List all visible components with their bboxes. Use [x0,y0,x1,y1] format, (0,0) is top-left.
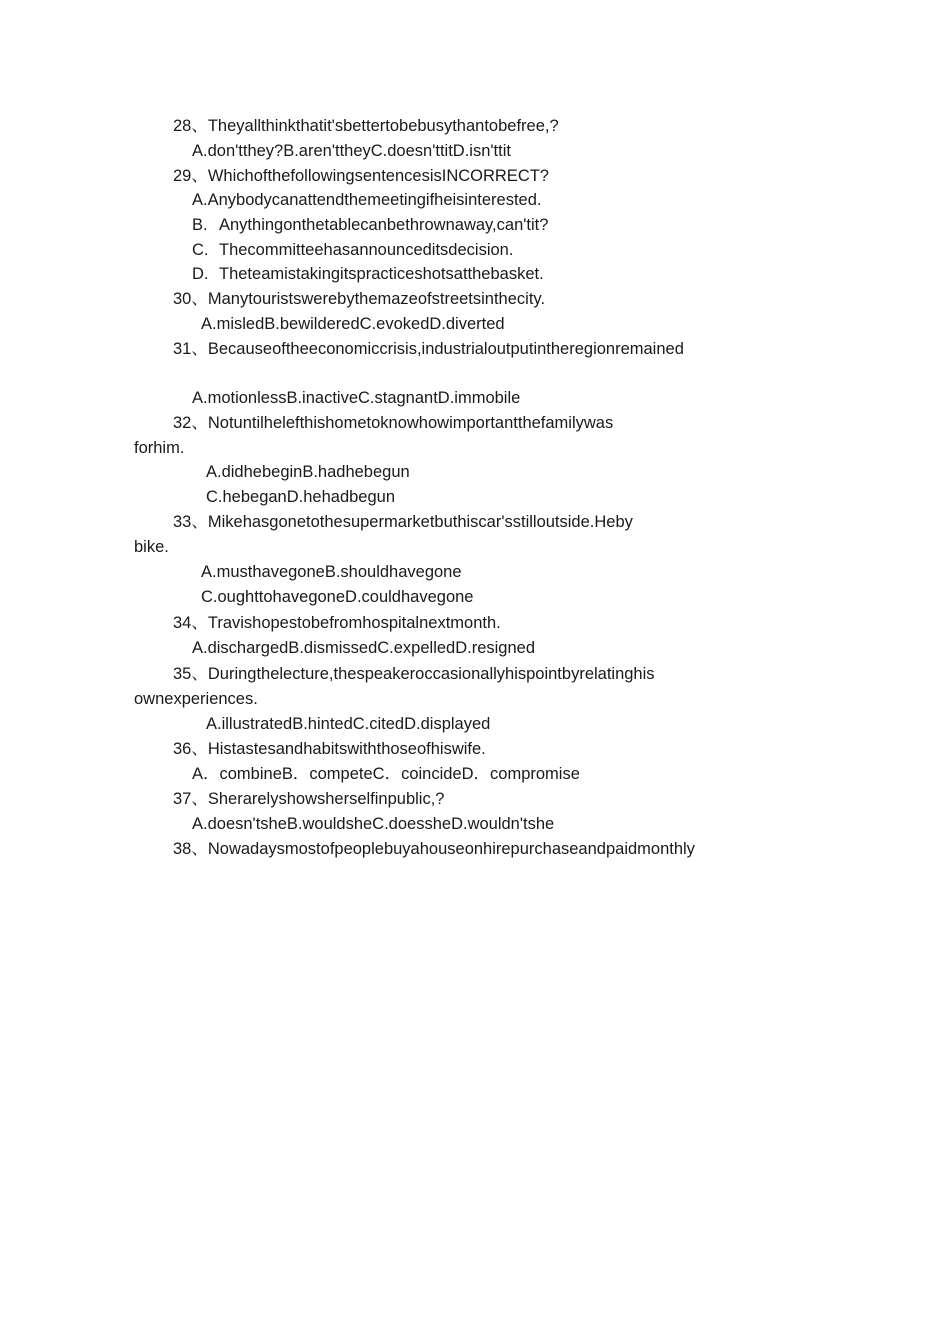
question-36-options: A．combineB．competeC．coincideD．compromise [192,765,580,783]
question-34: 34、Travishopestobefromhospitalnextmonth. [173,614,501,632]
question-30-options: A.misledB.bewilderedC.evokedD.diverted [201,315,505,333]
question-29-option-d-letter: D. [192,265,209,283]
question-33: 33、Mikehasgonetothesupermarketbuthiscar'sstilloutside.Heby [173,513,633,531]
question-28: 28、Theyallthinkthatit'sbettertobebusythantobefree,? [173,117,559,135]
question-35-continued: ownexperiences. [134,690,258,708]
question-29-option-a: A.Anybodycanattendthemeetingifheisinterested. [192,191,542,209]
question-35: 35、Duringthelecture,thespeakeroccasionallyhispointbyrelatinghis [173,665,655,683]
question-38: 38、Nowadaysmostofpeoplebuyahouseonhirepurchaseandpaidmonthly [173,840,695,858]
question-32-options-ab: A.didhebeginB.hadhebegun [206,463,410,481]
question-29-option-b-letter: B. [192,216,208,234]
question-29-option-b: Anythingonthetablecanbethrownaway,can'tit? [219,216,549,234]
question-36: 36、Histastesandhabitswiththoseofhiswife. [173,740,486,758]
question-32: 32、Notuntilhelefthishometoknowhowimportantthefamilywas [173,414,614,432]
question-30: 30、Manytouristswerebythemazeofstreetsinthecity. [173,290,546,308]
question-34-options: A.dischargedB.dismissedC.expelledD.resigned [192,639,536,657]
question-32-options-cd: C.hebeganD.hehadbegun [206,488,396,506]
question-37-options: A.doesn'tsheB.wouldsheC.doessheD.wouldn'tshe [192,815,555,833]
question-31-options: A.motionlessB.inactiveC.stagnantD.immobile [192,389,521,407]
question-33-options-ab: A.musthavegoneB.shouldhavegone [201,563,462,581]
question-37: 37、Sherarelyshowsherselfinpublic,? [173,790,445,808]
question-29-option-d: Theteamistakingitspracticeshotsatthebasket. [219,265,544,283]
question-33-continued: bike. [134,538,169,556]
question-31: 31、Becauseoftheeconomiccrisis,industrialoutputintheregionremained [173,340,684,358]
question-32-continued: forhim. [134,439,185,457]
question-28-options: A.don'tthey?B.aren'ttheyC.doesn'ttitD.isn'ttit [192,142,511,160]
question-29-option-c: Thecommitteehasannounceditsdecision. [219,241,514,259]
question-29-option-c-letter: C. [192,241,209,259]
question-35-options: A.illustratedB.hintedC.citedD.displayed [206,715,491,733]
question-29: 29、WhichofthefollowingsentencesisINCORRECT? [173,167,549,185]
question-33-options-cd: C.oughttohavegoneD.couldhavegone [201,588,474,606]
